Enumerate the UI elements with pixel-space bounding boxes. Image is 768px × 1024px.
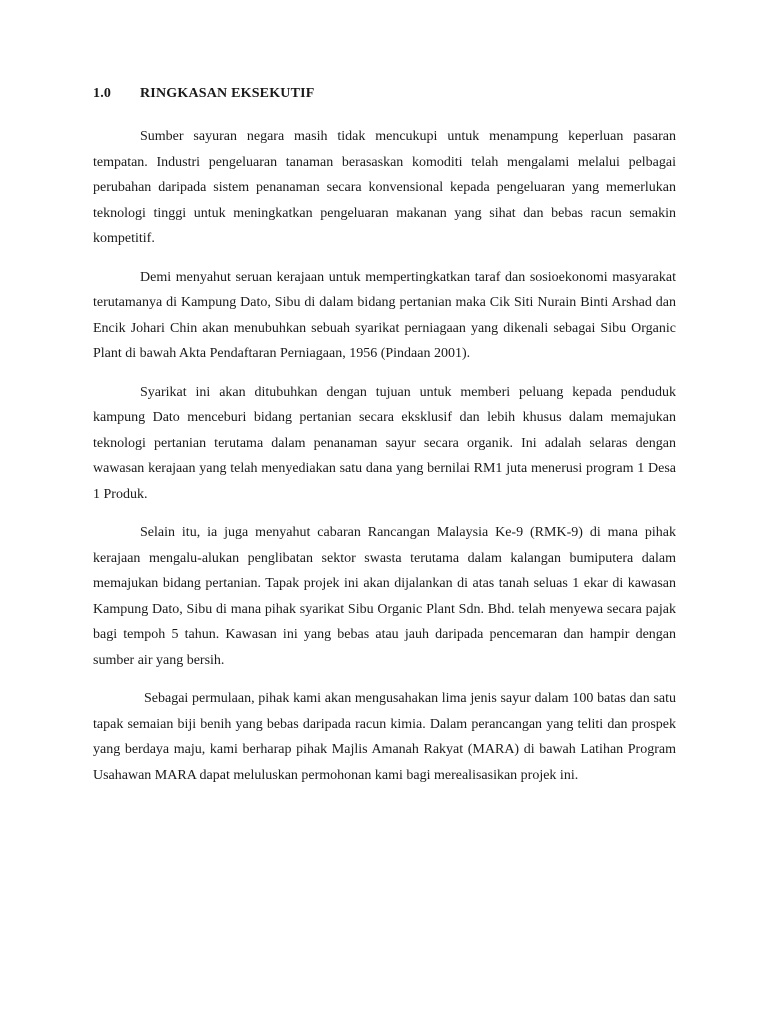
- executive-summary-body: [93, 124, 676, 801]
- paragraph: Syarikat ini akan ditubuhkan dengan tujuan untuk memberi peluang kepada penduduk kampung Dato menceburi bidang pertanian secara eksklusif dan lebih khusus dalam memajukan teknologi pertanian terutama dalam penanaman sayur secara organik. Ini adalah selaras dengan wawasan kerajaan yang telah menyediakan satu dana yang bernilai RM1 juta menerusi program 1 Desa 1 Produk.: [93, 384, 676, 502]
- paragraph: Sebagai permulaan, pihak kami akan mengusahakan lima jenis sayur dalam 100 batas dan satu tapak semaian biji benih yang bebas daripada racun kimia. Dalam perancangan yang teliti dan prospek yang berdaya maju, kami berharap pihak Majlis Amanah Rakyat (MARA) di bawah Latihan Program Usahawan MARA dapat meluluskan permohonan kami bagi merealisasikan projek ini.: [93, 691, 676, 783]
- paragraph: Selain itu, ia juga menyahut cabaran Rancangan Malaysia Ke-9 (RMK-9) di mana pihak kerajaan mengalu-alukan penglibatan sektor swasta terutama dalam kalangan bumiputera dalam memajukan bidang pertanian. Tapak projek ini akan dijalankan di atas tanah seluas 1 ekar di kawasan Kampung Dato, Sibu di mana pihak syarikat Sibu Organic Plant Sdn. Bhd. telah menyewa secara pajak bagi tempoh 5 tahun. Kawasan ini yang bebas atau jauh daripada pencemaran dan hampir dengan sumber air yang bersih.: [93, 525, 676, 668]
- paragraph: Demi menyahut seruan kerajaan untuk mempertingkatkan taraf dan sosioekonomi masyarakat terutamanya di Kampung Dato, Sibu di dalam bidang pertanian maka Cik Siti Nurain Binti Arshad dan Encik Johari Chin akan menubuhkan sebuah syarikat perniagaan yang dikenali sebagai Sibu Organic Plant di bawah Akta Pendaftaran Perniagaan, 1956 (Pindaan 2001).: [93, 269, 676, 361]
- section-number: 1.0: [93, 86, 112, 101]
- section-heading: [93, 86, 315, 102]
- section-title: RINGKASAN EKSEKUTIF: [140, 86, 315, 101]
- paragraph: Sumber sayuran negara masih tidak mencukupi untuk menampung keperluan pasaran tempatan. Industri pengeluaran tanaman berasaskan komoditi telah mengalami melalui pelbagai perubahan daripada sistem penanaman secara konvensional kepada pengeluaran yang memerlukan teknologi tinggi untuk meningkatkan pengeluaran makanan yang sihat dan bebas racun semakin kompetitif.: [93, 129, 676, 246]
